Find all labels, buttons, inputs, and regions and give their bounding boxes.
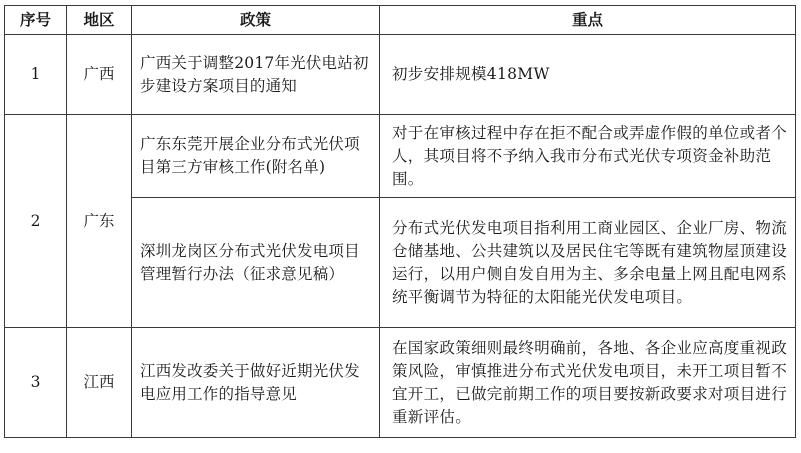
row-focus: 在国家政策细则最终明确前，各地、各企业应高度重视政策风险，审慎推进分布式光伏发电项目，未开工项目暂不宜开工，已做完前期工作的项目要按新政要求对项目进行重新评估。 bbox=[380, 328, 796, 438]
header-row bbox=[5, 6, 796, 35]
row-number: 2 bbox=[5, 115, 67, 328]
row-focus: 初步安排规模418MW bbox=[380, 35, 796, 115]
row-focus: 对于在审核过程中存在拒不配合或弄虚作假的单位或者个人，其项目将不予纳入我市分布式光伏专项资金补助范围。 bbox=[380, 115, 796, 198]
row-focus: 分布式光伏发电项目指利用工商业园区、企业厂房、物流仓储基地、公共建筑以及居民住宅等既有建筑物屋顶建设运行，以用户侧自发自用为主、多余电量上网且配电网系统平衡调节为特征的太阳能光伏发电项目。 bbox=[380, 198, 796, 328]
header-region: 地区 bbox=[67, 6, 132, 35]
row-number: 3 bbox=[5, 328, 67, 438]
header-policy: 政策 bbox=[132, 6, 380, 35]
policy-table bbox=[4, 5, 796, 438]
row-policy: 江西发改委关于做好近期光伏发电应用工作的指导意见 bbox=[132, 328, 380, 438]
row-region: 广东 bbox=[67, 115, 132, 328]
row-policy: 深圳龙岗区分布式光伏发电项目管理暂行办法（征求意见稿） bbox=[132, 198, 380, 328]
row-policy: 广西关于调整2017年光伏电站初步建设方案项目的通知 bbox=[132, 35, 380, 115]
header-no: 序号 bbox=[5, 6, 67, 35]
header-focus: 重点 bbox=[380, 6, 796, 35]
table-row bbox=[5, 35, 796, 115]
table-row bbox=[5, 115, 796, 198]
row-region: 广西 bbox=[67, 35, 132, 115]
row-policy: 广东东莞开展企业分布式光伏项目第三方审核工作(附名单) bbox=[132, 115, 380, 198]
table-row bbox=[5, 328, 796, 438]
row-number: 1 bbox=[5, 35, 67, 115]
row-region: 江西 bbox=[67, 328, 132, 438]
